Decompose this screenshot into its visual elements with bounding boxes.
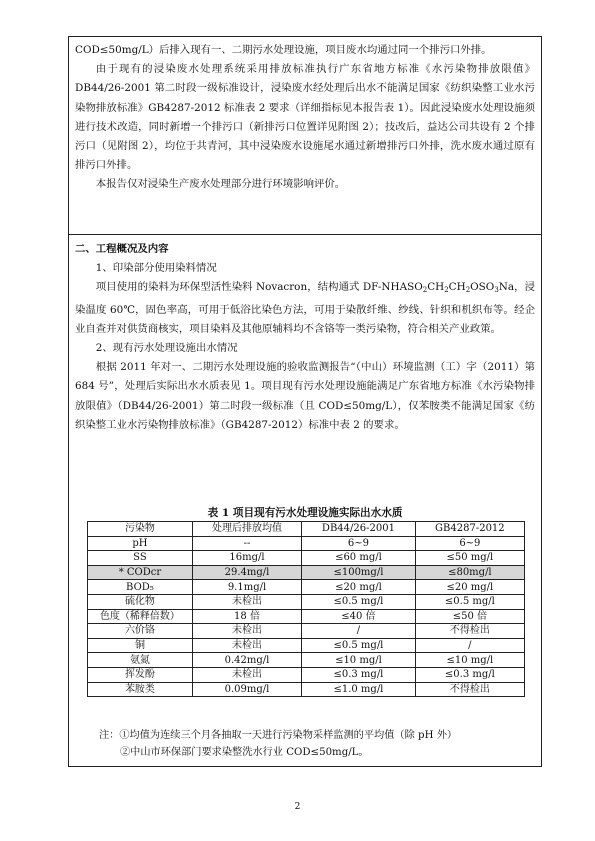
table-row xyxy=(88,653,525,668)
table-row xyxy=(88,594,525,609)
table-cell: / xyxy=(415,638,524,653)
table-cell: ≤0.3 mg/l xyxy=(415,667,524,682)
table-cell: ≤0.5 mg/l xyxy=(415,594,524,609)
table-row xyxy=(88,682,525,697)
note-1: 注：①均值为连续三个月各抽取一天进行污染物采样监测的平均值（除 pH 外） xyxy=(99,730,458,741)
table-row xyxy=(88,624,525,639)
table-cell: ≤100mg/l xyxy=(302,565,416,580)
subheading-effluent: 2、现有污水处理设施出水情况 xyxy=(95,342,238,355)
table-cell: 未检出 xyxy=(192,667,301,682)
table-cell: ≤10 mg/l xyxy=(415,653,524,668)
table-cell: 六价铬 xyxy=(88,624,193,639)
table-cell: 6~9 xyxy=(302,536,416,551)
table-cell: ≤20 mg/l xyxy=(302,580,416,595)
table-notes xyxy=(99,727,457,761)
paragraph-scope: 本报告仅对浸染生产废水处理部分进行环境影响评价。 xyxy=(95,178,346,191)
paragraph-effluent: 根据 2011 年对一、二期污水处理设施的验收监测报告“（中山）环境监测（工）字（2011）第 684 号”，处理后实际出水水质表见 1。项目现有污水处理设施能满足广东省地方标准《水污染物排放限值》（DB44/26-2001）第二时段一级标准（且 COD≤50mg/L），仅苯胺类不能满足国家《纺织染整工业水污染物排放标准》（GB4287-2012）标准中表 2 的要求。 xyxy=(75,361,535,431)
table-header-cell: DB44/26-2001 xyxy=(302,522,416,537)
table-row xyxy=(88,609,525,624)
table-cell: ≤40 倍 xyxy=(302,609,416,624)
table-cell: 氨氮 xyxy=(88,653,193,668)
table-cell: ≤20 mg/l xyxy=(415,580,524,595)
table-cell: pH xyxy=(88,536,193,551)
table-row xyxy=(88,638,525,653)
table-cell: 6~9 xyxy=(415,536,524,551)
table-cell: 未检出 xyxy=(192,624,301,639)
table-cell: ≤0.3 mg/l xyxy=(302,667,416,682)
paragraph-cod: COD≤50mg/L）后排入现有一、二期污水处理设施，项目废水均通过同一个排污口外排。 xyxy=(75,44,492,56)
table-row xyxy=(88,580,525,595)
table-header-cell: GB4287-2012 xyxy=(415,522,524,537)
content-frame xyxy=(68,36,542,767)
table-cell: 铜 xyxy=(88,638,193,653)
table-cell: 29.4mg/l xyxy=(192,565,301,580)
subheading-dyes: 1、印染部分使用染料情况 xyxy=(95,262,217,275)
table-cell: ≤1.0 mg/l xyxy=(302,682,416,697)
section-intro xyxy=(75,41,535,195)
table-row xyxy=(88,551,525,566)
table-cell: BOD₅ xyxy=(88,580,193,595)
table-cell: ≤80mg/l xyxy=(415,565,524,580)
section-project-overview xyxy=(75,240,535,435)
section-heading: 二、工程概况及内容 xyxy=(75,243,169,255)
table-header-row xyxy=(88,522,525,537)
table-cell: SS xyxy=(88,551,193,566)
page-number: 2 xyxy=(294,802,301,812)
table-cell: * CODcr xyxy=(88,565,193,580)
table-cell: 苯胺类 xyxy=(88,682,193,697)
table-cell: 色度（稀释倍数） xyxy=(88,609,193,624)
table-row xyxy=(88,667,525,682)
table-row xyxy=(88,536,525,551)
table-cell: 18 倍 xyxy=(192,609,301,624)
table-cell: 未检出 xyxy=(192,638,301,653)
water-quality-table xyxy=(87,521,525,697)
note-2: ②中山市环保部门要求染整洗水行业 COD≤50mg/L。 xyxy=(120,747,369,758)
table-cell: ≤10 mg/l xyxy=(302,653,416,668)
table-row-highlighted xyxy=(88,565,525,580)
table-caption: 表 1 项目现有污水处理设施实际出水水质 xyxy=(207,507,403,519)
table-cell: ≤60 mg/l xyxy=(302,551,416,566)
table-header-cell: 处理后排放均值 xyxy=(192,522,301,537)
table-cell: 0.42mg/l xyxy=(192,653,301,668)
table-cell: / xyxy=(302,624,416,639)
table-cell: 未检出 xyxy=(192,594,301,609)
section-divider xyxy=(69,234,541,235)
table-cell: -- xyxy=(192,536,301,551)
paragraph-dyes: 项目使用的染料为环保型活性染料 Novacron，结构通式 $DF-NHASO_2CH_2CH_2OSO_3Na$，浸染温度 60℃，固色率高，可用于低浴比染色方法，可用于染散纤维、纱线、针织和机织布等。经企业自查并对供货商核实，项目染料及其他原辅料均不含铬等一类污染物，符合相关产业政策。 xyxy=(75,281,535,335)
table-cell: 16mg/l xyxy=(192,551,301,566)
table-cell: ≤0.5 mg/l xyxy=(302,594,416,609)
table-cell: 不得检出 xyxy=(415,624,524,639)
paragraph-standards: 由于现有的浸染废水处理系统采用排放标准执行广东省地方标准《水污染物排放限值》DB44/26-2001 第二时段一级标准设计，浸染废水经处理后出水不能满足国家《纺织染整工业水污染物排放标准》GB4287-2012 标准表 2 要求（详细指标见本报告表 1）。因此浸染废水处理设施须进行技术改造，同时新增一个排污口（新排污口位置详见附图 2）；技改后，益达公司共设有 2 个排污口（见附图 2），均位于共青河，其中浸染废水设施尾水通过新增排污口外排，洗水废水通过原有排污口外排。 xyxy=(75,63,535,172)
table-cell: ≤0.5 mg/l xyxy=(302,638,416,653)
table-header-cell: 污染物 xyxy=(88,522,193,537)
table-cell: 挥发酚 xyxy=(88,667,193,682)
table-cell: 不得检出 xyxy=(415,682,524,697)
table-cell: 9.1mg/l xyxy=(192,580,301,595)
table-cell: ≤50 倍 xyxy=(415,609,524,624)
table-cell: 硫化物 xyxy=(88,594,193,609)
table-cell: 0.09mg/l xyxy=(192,682,301,697)
table-cell: ≤50 mg/l xyxy=(415,551,524,566)
